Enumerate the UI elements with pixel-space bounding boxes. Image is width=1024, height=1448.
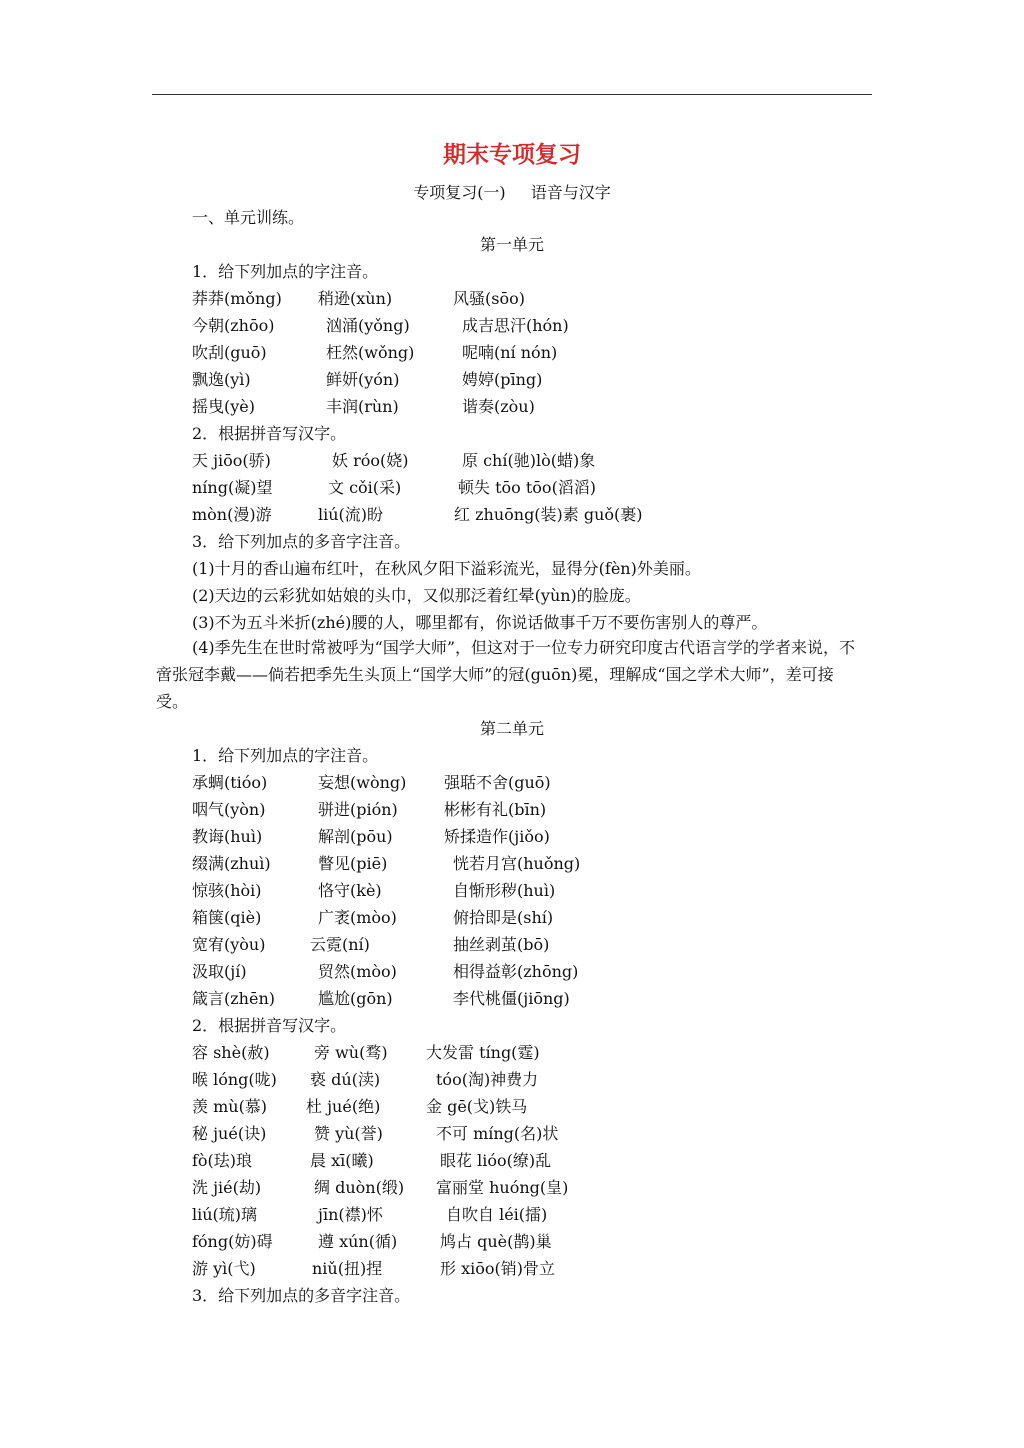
u2-q2-item: 羡 mù(慕) — [192, 1097, 268, 1116]
u1-q1-item: 娉婷(pīng) — [462, 370, 543, 389]
u2-q1-item: 汲取(jí) — [192, 962, 247, 981]
u2-q2-item: 大发雷 tíng(霆) — [426, 1043, 540, 1062]
u1-q1-item: 鲜妍(yón) — [326, 370, 400, 389]
u2-q2-item: 绸 duòn(缎) — [314, 1178, 405, 1197]
u1-q1-item: 吹刮(guō) — [192, 343, 267, 362]
u2-q2-item: 富丽堂 huóng(皇) — [436, 1178, 569, 1197]
u1-q1-item: 谐奏(zòu) — [462, 397, 535, 416]
u1-q1-item: 飘逸(yì) — [192, 370, 251, 389]
u2-q2-item: 金 gē(戈)铁马 — [426, 1097, 528, 1116]
u2-q2-item: 游 yì(弋) — [192, 1259, 256, 1278]
u2-q1-item: 抽丝剥茧(bō) — [453, 935, 550, 954]
u1-q1-item: 呢喃(ní nón) — [462, 343, 558, 362]
u2-q1-item: 妄想(wòng) — [318, 773, 407, 792]
u2-q1-prompt: 1．给下列加点的字注音。 — [192, 746, 379, 765]
u2-q1-item: 广袤(mòo) — [318, 908, 397, 927]
u2-q1-item: 惊骇(hòi) — [192, 881, 262, 900]
u1-q1-prompt: 1．给下列加点的字注音。 — [192, 262, 379, 281]
u2-q2-item: 遵 xún(循) — [318, 1232, 398, 1251]
u2-q1-item: 瞥见(piē) — [318, 854, 388, 873]
u2-q1-item: 李代桃僵(jiōng) — [453, 989, 570, 1008]
u2-q2-item: liú(琉)璃 — [192, 1205, 258, 1224]
u1-q3-item-long: (4)季先生在世时常被呼为“国学大师”，但这对于一位专力研究印度古代语言学的学者来说，不啻张冠李戴——倘若把季先生头顶上“国学大师”的冠(guōn)冕，理解成“国之学术大师”，差可接受。 — [156, 638, 856, 711]
u2-q2-item: 亵 dú(渎) — [310, 1070, 381, 1089]
page-title: 期末专项复习 — [443, 141, 581, 168]
page-subtitle — [0, 180, 1024, 203]
u1-q1-item: 汹涌(yǒng) — [326, 316, 410, 335]
u2-q2-item: 喉 lóng(咙) — [192, 1070, 277, 1089]
u2-q1-item: 矫揉造作(jiǒo) — [444, 827, 550, 846]
u1-q3-item: (3)不为五斗米折(zhé)腰的人，哪里都有，你说话做事千万不要伤害别人的尊严。 — [192, 613, 768, 632]
u1-q2-item: liú(流)盼 — [318, 505, 384, 524]
u2-q1-item: 箱箧(qiè) — [192, 908, 262, 927]
u2-q1-item: 箴言(zhēn) — [192, 989, 275, 1008]
u2-q2-item: tóo(淘)神费力 — [436, 1070, 539, 1089]
u2-q1-item: 尴尬(gōn) — [318, 989, 393, 1008]
u1-q3-prompt: 3．给下列加点的多音字注音。 — [192, 532, 411, 551]
u2-q1-item: 贸然(mòo) — [318, 962, 397, 981]
u1-q2-item: níng(凝)望 — [192, 478, 273, 497]
u1-q2-prompt: 2．根据拼音写汉字。 — [192, 424, 347, 443]
u2-q2-item: 眼花 lióo(缭)乱 — [440, 1151, 552, 1170]
u2-q1-item: 教诲(huì) — [192, 827, 263, 846]
u2-q2-item: fò(珐)琅 — [192, 1151, 253, 1170]
u2-q1-item: 彬彬有礼(bīn) — [444, 800, 547, 819]
u1-q1-item: 丰润(rùn) — [326, 397, 399, 416]
u1-q1-item: 枉然(wǒng) — [326, 343, 415, 362]
u2-q1-item: 相得益彰(zhōng) — [453, 962, 579, 981]
u2-q2-item: 形 xiōo(销)骨立 — [440, 1259, 555, 1278]
u2-q1-item: 恍若月宫(huǒng) — [453, 854, 581, 873]
u1-q3-item: (1)十月的香山遍布红叶，在秋风夕阳下溢彩流光，显得分(fèn)外美丽。 — [192, 559, 701, 578]
u1-q1-item: 今朝(zhōo) — [192, 316, 275, 335]
u1-q1-item: 摇曳(yè) — [192, 397, 255, 416]
u2-q2-item: 不可 míng(名)状 — [436, 1124, 559, 1143]
u1-q1-item: 成吉思汗(hón) — [462, 316, 569, 335]
u2-q2-item: 自吹自 léi(擂) — [446, 1205, 548, 1224]
u1-q1-item: 莽莽(mǒng) — [192, 289, 282, 308]
u2-q1-item: 恪守(kè) — [318, 881, 382, 900]
u1-q2-item: 妖 róo(娆) — [332, 451, 409, 470]
u2-q2-item: 旁 wù(骛) — [314, 1043, 388, 1062]
u2-q1-item: 承蜩(tióo) — [192, 773, 268, 792]
u2-q2-item: 容 shè(赦) — [192, 1043, 270, 1062]
u1-q2-item: 红 zhuōng(装)素 guǒ(裹) — [454, 505, 643, 524]
u2-q1-item: 自惭形秽(huì) — [453, 881, 556, 900]
u2-q2-item: 洗 jié(劫) — [192, 1178, 262, 1197]
u2-q1-item: 宽宥(yòu) — [192, 935, 266, 954]
u1-q3-item: (2)天边的云彩犹如姑娘的头巾，又似那泛着红晕(yùn)的脸庞。 — [192, 586, 641, 605]
u2-q1-item: 咽气(yòn) — [192, 800, 266, 819]
u1-q1-item: 稍逊(xùn) — [318, 289, 393, 308]
u2-q2-prompt: 2．根据拼音写汉字。 — [192, 1016, 347, 1035]
u2-q2-item: 晨 xī(曦) — [310, 1151, 374, 1170]
u2-q2-item: jīn(襟)怀 — [318, 1205, 383, 1224]
u2-q3-prompt: 3．给下列加点的多音字注音。 — [192, 1286, 411, 1305]
u1-q2-item: 原 chí(驰)lò(蜡)象 — [462, 451, 596, 470]
unit2-heading: 第二单元 — [479, 719, 544, 738]
u2-q2-item: fóng(妨)碍 — [192, 1232, 273, 1251]
u2-q2-item: niǔ(扭)捏 — [312, 1259, 383, 1278]
section-heading: 一、单元训练。 — [192, 208, 305, 227]
subtitle-part-a: 专项复习(一) — [413, 183, 506, 202]
u2-q1-item: 云霓(ní) — [310, 935, 370, 954]
u1-q2-item: 顿失 tōo tōo(滔滔) — [458, 478, 597, 497]
u2-q2-item: 鸠占 què(鹊)巢 — [440, 1232, 552, 1251]
u2-q1-item: 强聒不舍(guō) — [444, 773, 551, 792]
u1-q2-item: mòn(漫)游 — [192, 505, 272, 524]
u2-q2-item: 秘 jué(诀) — [192, 1124, 267, 1143]
u1-q2-item: 天 jiōo(骄) — [192, 451, 271, 470]
u2-q1-item: 解剖(pōu) — [318, 827, 393, 846]
u2-q1-item: 俯拾即是(shí) — [453, 908, 554, 927]
u1-q1-item: 风骚(sōo) — [453, 289, 525, 308]
u2-q2-item: 杜 jué(绝) — [306, 1097, 381, 1116]
u2-q1-item: 骈进(pión) — [318, 800, 398, 819]
unit1-heading: 第一单元 — [479, 235, 544, 254]
u2-q2-item: 赞 yù(誉) — [314, 1124, 383, 1143]
u2-q1-item: 缀满(zhuì) — [192, 854, 271, 873]
subtitle-part-b: 语音与汉字 — [530, 183, 611, 202]
header-rule — [152, 94, 872, 95]
u1-q2-item: 文 cǒi(采) — [328, 478, 402, 497]
